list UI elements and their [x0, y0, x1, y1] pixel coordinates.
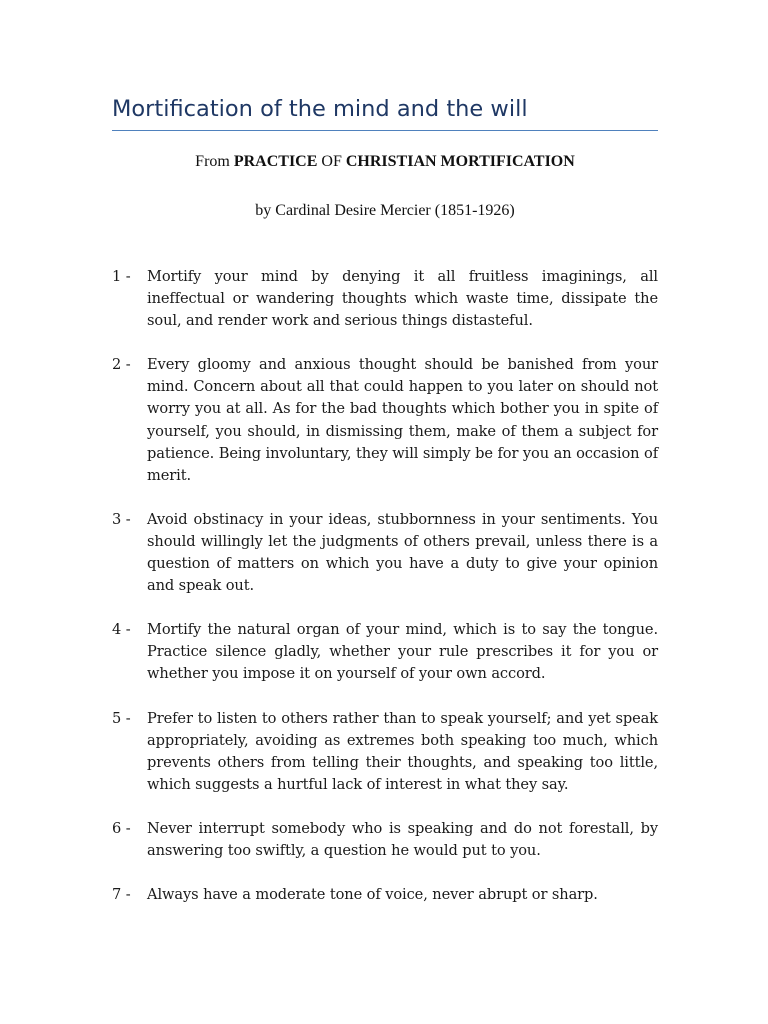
- list-item-text: Mortify the natural organ of your mind, which is to say the tongue. Practice silence gladly, whether your rule prescribes it for you or whether you impose it on yourself of your own accord.: [147, 621, 658, 683]
- list-item-number: 3 -: [112, 510, 131, 528]
- list-item-number: 2 -: [112, 356, 131, 374]
- list-item-number: 6 -: [112, 819, 131, 837]
- source-prefix: From: [195, 153, 230, 170]
- list-item-number: 7 -: [112, 886, 131, 904]
- source-book-word1: PRACTICE: [233, 153, 318, 170]
- list-item: [112, 708, 658, 796]
- list-item: [112, 818, 658, 862]
- list-item-text: Always have a moderate tone of voice, never abrupt or sharp.: [147, 886, 598, 904]
- list-item-number: 1 -: [112, 268, 131, 285]
- list-item: [112, 509, 658, 597]
- numbered-list: [112, 266, 658, 928]
- list-item: [112, 354, 658, 487]
- list-item-number: 5 -: [112, 709, 131, 727]
- list-item-number: 4 -: [112, 621, 131, 639]
- list-item-text: Every gloomy and anxious thought should be banished from your mind. Concern about all that could happen to you later on should not worry you at all. As for the bad thoughts which bother you in spite of yourself, you should, in dismissing them, make of them a subject for patience. Being involuntary, they will simply be for you an occasion of merit.: [147, 356, 658, 484]
- title-underline-divider: [112, 130, 658, 131]
- list-item-text: Mortify your mind by denying it all fruitless imaginings, all ineffectual or wandering thoughts which waste time, dissipate the soul, and render work and serious things distasteful.: [147, 268, 658, 330]
- source-line: [112, 150, 658, 174]
- list-item-text: Never interrupt somebody who is speaking and do not forestall, by answering too swiftly, a question he would put to you.: [147, 819, 658, 859]
- list-item-text: Avoid obstinacy in your ideas, stubbornness in your sentiments. You should willingly let the judgments of others prevail, unless there is a question of matters on which you have a duty to give your opinion and speak out.: [147, 510, 658, 595]
- source-book-rest: CHRISTIAN MORTIFICATION: [345, 153, 575, 170]
- list-item: [112, 619, 658, 685]
- author-byline: by Cardinal Desire Mercier (1851-1926): [255, 202, 515, 219]
- source-of: OF: [321, 153, 342, 170]
- list-item: [112, 884, 658, 906]
- list-item: [112, 266, 658, 332]
- list-item-text: Prefer to listen to others rather than to speak yourself; and yet speak appropriately, avoiding as extremes both speaking too much, which prevents others from telling their thoughts, and speaking too little, which suggests a hurtful lack of interest in what they say.: [147, 709, 658, 793]
- page-title: Mortification of the mind and the will: [112, 96, 528, 122]
